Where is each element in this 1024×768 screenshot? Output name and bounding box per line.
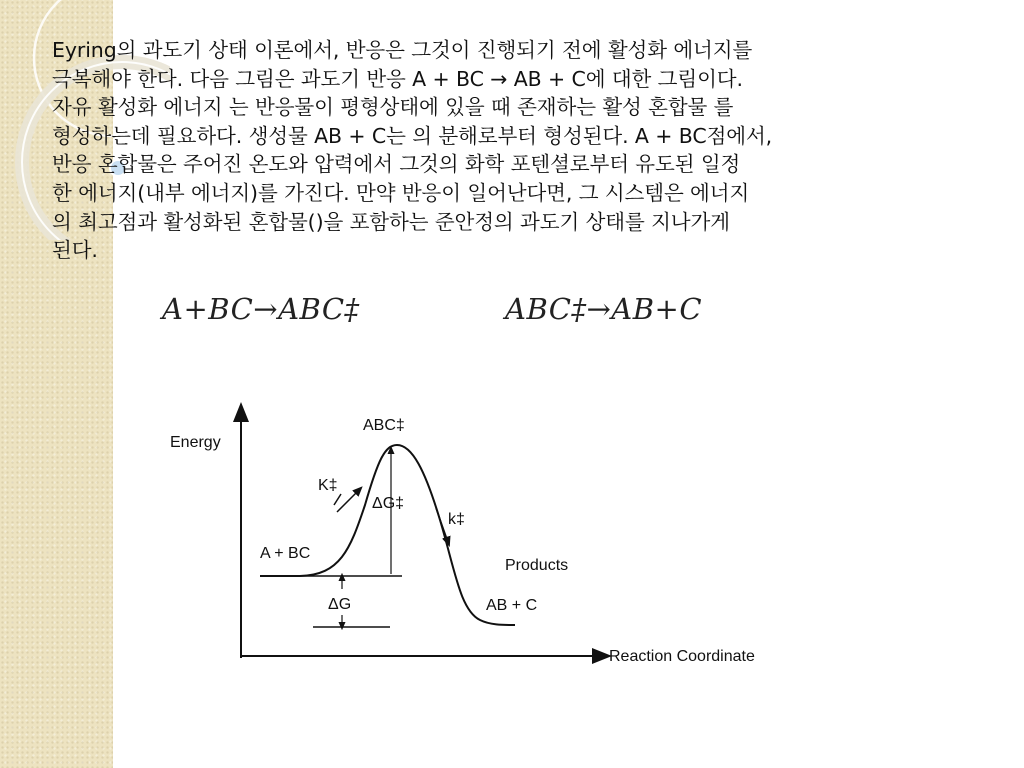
reverse-rate-arrow xyxy=(436,508,448,542)
products-label: AB + C xyxy=(486,597,538,614)
equation-decomposition: ABC‡→AB+C xyxy=(505,292,703,326)
body-paragraph xyxy=(52,36,972,265)
free-energy-label: ΔG xyxy=(328,596,352,613)
products-heading: Products xyxy=(505,557,569,574)
transition-state-label: ABC‡ xyxy=(363,417,405,434)
paragraph-line: 반응 혼합물은 주어진 온도와 압력에서 그것의 화학 포텐셜로부터 유도된 일정 xyxy=(52,152,741,177)
reaction-curve xyxy=(260,445,515,625)
reverse-rate-label: k‡ xyxy=(448,511,465,528)
forward-rate-label: K‡ xyxy=(318,477,338,494)
paragraph-line: 한 에너지(내부 에너지)를 가진다. 만약 반응이 일어난다면, 그 시스템은 에너지 xyxy=(52,180,750,205)
x-axis-label: Reaction Coordinate xyxy=(609,648,755,665)
paragraph-line: 자유 활성화 에너지 는 반응물이 평형상태에 있을 때 존재하는 활성 혼합물 를 xyxy=(52,95,734,120)
paragraph-line: 형성하는데 필요하다. 생성물 AB + C는 의 분해로부터 형성된다. A + BC점에서, xyxy=(52,123,773,148)
equation-formation: A+BC→ABC‡ xyxy=(162,292,360,326)
paragraph-line: 된다. xyxy=(52,238,98,263)
paragraph-line: Eyring의 과도기 상태 이론에서, 반응은 그것이 진행되기 전에 활성화 에너지를 xyxy=(52,38,753,62)
reactants-label: A + BC xyxy=(260,545,311,562)
activation-energy-label: ΔG‡ xyxy=(372,495,405,512)
y-axis-label: Energy xyxy=(170,434,221,451)
paragraph-line: 극복해야 한다. 다음 그림은 과도기 반응 A + BC → AB + C에 대한 그림이다. xyxy=(52,66,743,91)
energy-diagram xyxy=(150,400,810,670)
forward-rate-arrow-back xyxy=(334,494,341,505)
paragraph-line: 의 최고점과 활성화된 혼합물()을 포함하는 준안정의 과도기 상태를 지나가게 xyxy=(52,209,730,234)
forward-rate-arrow xyxy=(337,490,359,512)
